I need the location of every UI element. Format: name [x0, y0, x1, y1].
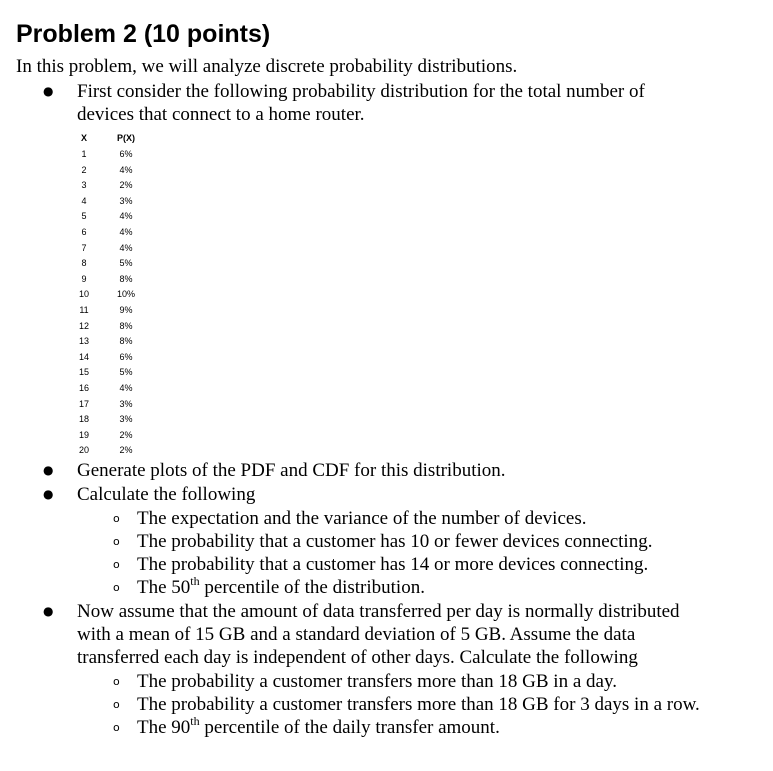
- sub-item-text: The probability that a customer has 14 or more devices connecting.: [137, 554, 649, 575]
- cell-probability: 8%: [119, 273, 133, 284]
- sub-bullet-icon: o: [113, 535, 120, 548]
- problem-intro: In this problem, we will analyze discrete probability distributions.: [16, 56, 518, 77]
- table-row: [72, 225, 152, 240]
- table-row: [72, 397, 152, 412]
- table-row: [72, 272, 152, 287]
- cell-probability: 3%: [119, 414, 133, 425]
- sub-item-text-pre: The 50: [137, 577, 191, 598]
- sub-item-text: [137, 573, 425, 599]
- table-header-row: [72, 131, 152, 146]
- cell-x: 1: [81, 149, 87, 159]
- table-row: [72, 412, 152, 427]
- sub-item-text-post: percentile of the distribution.: [199, 577, 425, 598]
- bullet-text-line: transferred each day is independent of other days. Calculate the following: [77, 647, 638, 668]
- ordinal-superscript: th: [190, 573, 200, 588]
- cell-x: 17: [78, 398, 89, 409]
- cell-x: 2: [81, 164, 87, 175]
- cell-probability: 8%: [119, 336, 133, 347]
- sub-item-text: The expectation and the variance of the number of devices.: [137, 508, 587, 529]
- cell-x: 13: [78, 336, 89, 347]
- cell-x: 11: [79, 305, 89, 315]
- table-row: [72, 178, 152, 193]
- table-row: [72, 334, 152, 349]
- table-row: [72, 319, 152, 334]
- table-row: [72, 241, 152, 256]
- cell-probability: 4%: [119, 383, 133, 393]
- bullet-icon: ●: [43, 463, 54, 477]
- cell-probability: 10%: [116, 289, 135, 300]
- sub-item-text: The probability a customer transfers more than 18 GB in a day.: [137, 671, 617, 692]
- table-row: [72, 256, 152, 271]
- column-header-x: X: [80, 133, 87, 143]
- sub-bullet-icon: o: [113, 721, 120, 734]
- cell-probability: 8%: [119, 320, 133, 331]
- table-row: [72, 350, 152, 365]
- bullet-icon: ●: [43, 604, 54, 618]
- ordinal-superscript: th: [190, 713, 200, 728]
- table-row: [72, 147, 152, 162]
- cell-x: 3: [81, 180, 87, 191]
- bullet-text-line: with a mean of 15 GB and a standard deviation of 5 GB. Assume the data: [77, 624, 636, 645]
- table-row: [72, 209, 152, 224]
- cell-probability: 2%: [119, 429, 133, 440]
- table-row: [72, 303, 152, 318]
- cell-probability: 5%: [119, 367, 133, 378]
- cell-probability: 6%: [119, 149, 133, 159]
- cell-x: 8: [81, 258, 87, 269]
- cell-probability: 4%: [119, 242, 133, 253]
- table-row: [72, 443, 152, 458]
- bullet-icon: ●: [43, 487, 54, 501]
- bullet-icon: ●: [43, 84, 54, 98]
- sub-item-text: [137, 713, 500, 739]
- sub-bullet-icon: o: [113, 698, 120, 711]
- cell-probability: 3%: [119, 195, 133, 206]
- cell-probability: 4%: [119, 211, 133, 222]
- cell-x: 5: [81, 211, 87, 222]
- cell-probability: 6%: [119, 351, 133, 362]
- sub-bullet-icon: o: [113, 675, 120, 688]
- cell-x: 16: [78, 383, 89, 393]
- cell-x: 6: [81, 227, 87, 237]
- problem-title: Problem 2 (10 points): [16, 20, 271, 48]
- cell-probability: 9%: [119, 305, 133, 315]
- table-row: [72, 428, 152, 443]
- sub-item-text: The probability a customer transfers more than 18 GB for 3 days in a row.: [137, 694, 700, 715]
- bullet-text-line: Generate plots of the PDF and CDF for this distribution.: [77, 460, 506, 481]
- bullet-text-line: devices that connect to a home router.: [77, 104, 365, 125]
- sub-item-text-post: percentile of the daily transfer amount.: [199, 717, 500, 738]
- cell-probability: 2%: [119, 445, 133, 456]
- table-row: [72, 194, 152, 209]
- sub-bullet-icon: o: [113, 558, 120, 571]
- table-row: [72, 381, 152, 396]
- cell-probability: 2%: [119, 180, 133, 191]
- sub-bullet-icon: o: [113, 512, 120, 525]
- bullet-text-line: First consider the following probability distribution for the total number of: [77, 81, 645, 102]
- cell-x: 19: [78, 429, 89, 440]
- table-row: [72, 287, 152, 302]
- cell-x: 14: [78, 351, 89, 362]
- sub-item-text: The probability that a customer has 10 or fewer devices connecting.: [137, 531, 653, 552]
- column-header-px: P(X): [117, 133, 135, 143]
- cell-x: 7: [81, 242, 87, 253]
- sub-bullet-icon: o: [113, 581, 120, 594]
- cell-x: 18: [78, 414, 89, 425]
- cell-x: 15: [78, 367, 89, 378]
- cell-x: 20: [78, 445, 89, 456]
- table-row: [72, 365, 152, 380]
- cell-x: 9: [81, 273, 87, 284]
- cell-probability: 4%: [119, 227, 133, 237]
- sub-item-text-pre: The 90: [137, 717, 191, 738]
- cell-x: 4: [81, 195, 87, 206]
- cell-x: 12: [78, 320, 89, 331]
- cell-probability: 4%: [119, 164, 133, 175]
- table-row: [72, 163, 152, 178]
- cell-probability: 5%: [119, 258, 133, 269]
- bullet-text-line: Now assume that the amount of data transferred per day is normally distributed: [77, 601, 680, 622]
- bullet-text-line: Calculate the following: [77, 484, 256, 505]
- cell-x: 10: [78, 289, 89, 300]
- cell-probability: 3%: [119, 398, 133, 409]
